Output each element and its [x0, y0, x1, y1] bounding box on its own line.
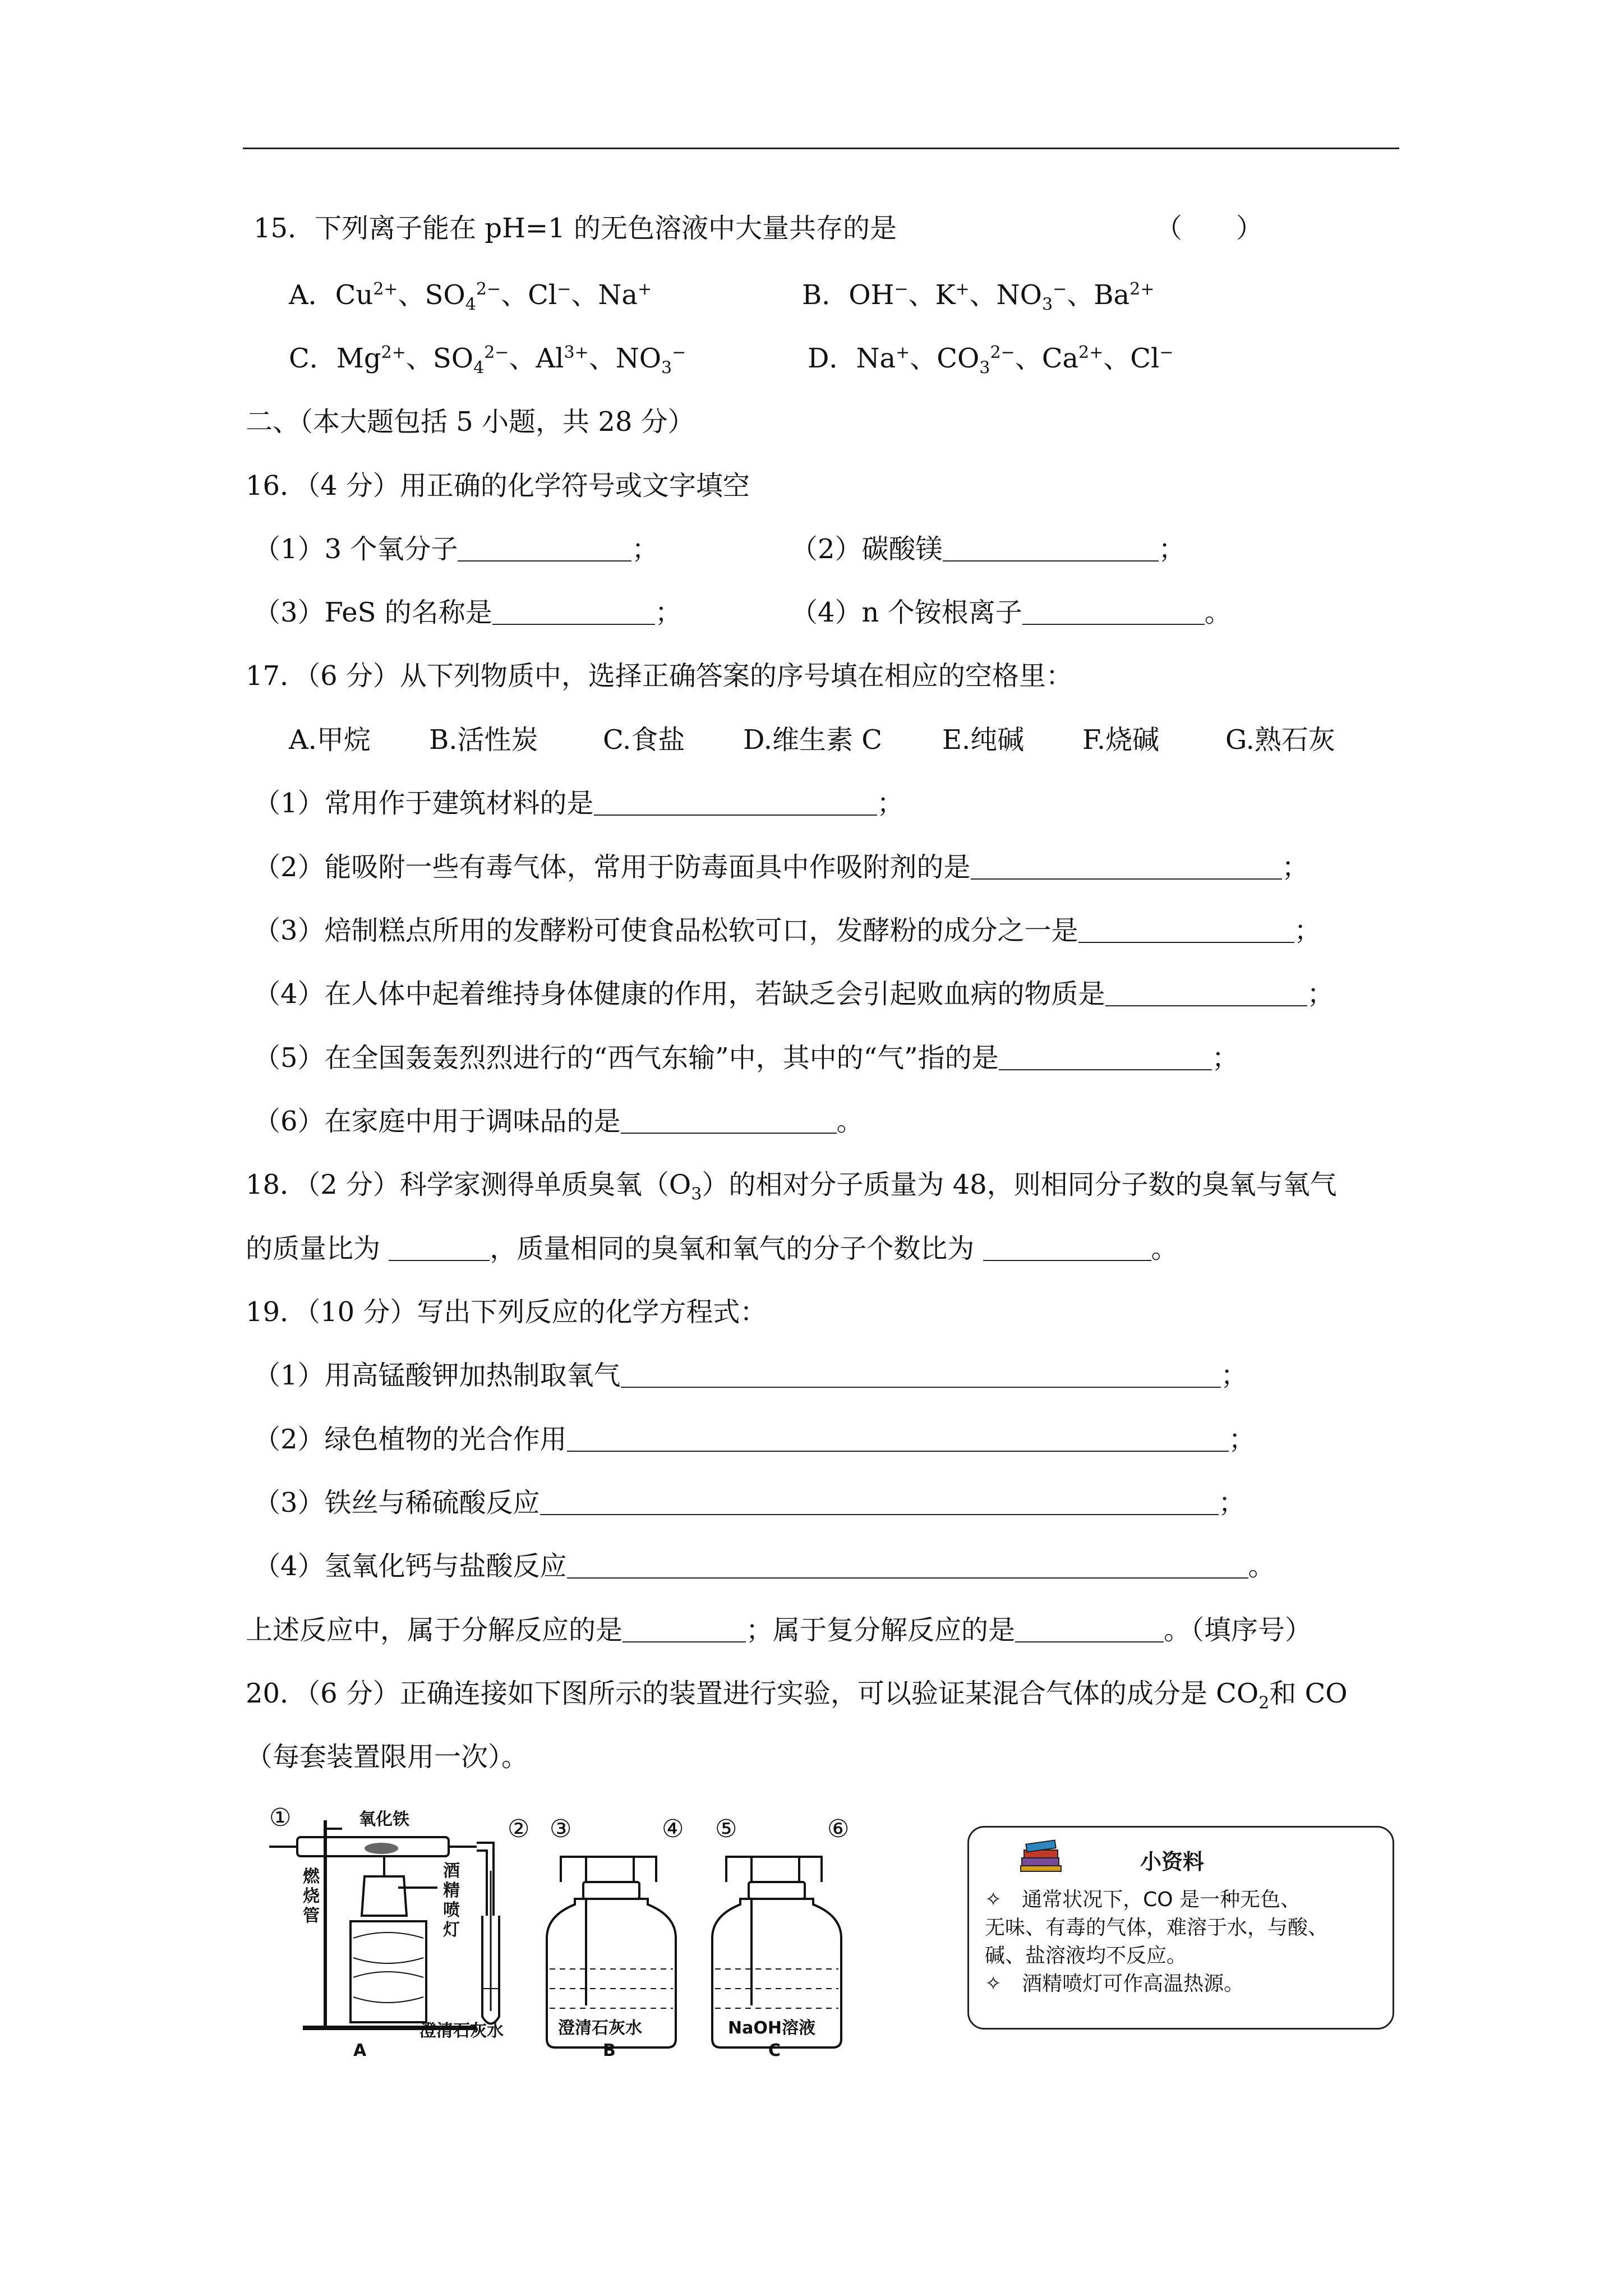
port-label: ⑤ [715, 1815, 737, 1843]
answer-blank[interactable] [567, 1553, 1248, 1579]
port-label: ② [508, 1815, 530, 1843]
answer-blank[interactable] [943, 536, 1159, 562]
q17-part-2: （2）能吸附一些有毒气体，常用于防毒面具中作吸附剂的是 ； [253, 852, 1309, 883]
bullet-icon: ✧ [985, 1888, 1002, 1911]
lamp-label-char: 灯 [443, 1920, 460, 1940]
q15-option-d: D．Na+、$CO_3^{2-}$、$Ca^{2+}$、Cl− [808, 343, 1174, 378]
info-line-3: 碱、盐溶液均不反应。 [985, 1944, 1187, 1967]
q17-part-4: （4）在人体中起着维持身体健康的作用，若缺乏会引起败血病的物质是 ； [253, 978, 1334, 1010]
answer-blank[interactable] [621, 1362, 1221, 1388]
q17-stem: 17．（6 分）从下列物质中，选择正确答案的序号填在相应的空格里： [246, 660, 1073, 692]
answer-blank[interactable] [540, 1489, 1219, 1515]
q18-line-2: 的质量比为 ，质量相同的臭氧和氧气的分子个数比为 。 [246, 1233, 1178, 1264]
port-label: ⑥ [827, 1815, 850, 1843]
limewater-b-label: 澄清石灰水 [558, 2018, 642, 2038]
books-icon [1020, 1838, 1064, 1874]
answer-blank[interactable] [1105, 981, 1307, 1006]
q17-option: F.烧碱 [1082, 724, 1160, 756]
iron-oxide-sample [365, 1843, 398, 1854]
bullet-icon: ✧ [985, 1972, 1002, 1995]
q17-part-3: （3）焙制糕点所用的发酵粉可使食品松软可口，发酵粉的成分之一是 ； [253, 915, 1321, 946]
q20-line-1: 20．（6 分）正确连接如下图所示的装置进行实验，可以验证某混合气体的成分是 $CO_2$和 CO [246, 1678, 1348, 1713]
q15-option-a: A．$Cu^{2+}$、$SO_4^{2-}$、Cl−、Na+ [289, 279, 652, 315]
q17-option: E.纯碱 [942, 724, 1025, 756]
q17-option: C.食盐 [603, 724, 685, 756]
answer-blank[interactable] [567, 1426, 1229, 1452]
q15-stem: 15．下列离子能在 pH=1 的无色溶液中大量共存的是 [253, 213, 897, 244]
port-label: ④ [662, 1815, 684, 1843]
answer-blank[interactable] [999, 1045, 1212, 1070]
q16-part-3: （3）FeS 的名称是 ； [253, 597, 682, 628]
q16-stem: 16．（4 分）用正确的化学符号或文字填空 [246, 470, 750, 501]
limewater-a-label: 澄清石灰水 [419, 2021, 504, 2041]
tube-label-char: 烧 [303, 1887, 320, 1906]
q19-part-3: （3）铁丝与稀硫酸反应 ； [253, 1487, 1246, 1519]
q17-part-6: （6）在家庭中用于调味品的是 。 [253, 1106, 864, 1137]
q17-option: A.甲烷 [289, 724, 371, 756]
answer-blank[interactable] [623, 1617, 746, 1642]
q17-option: D.维生素 C [743, 724, 883, 756]
info-line-4: ✧ 酒精喷灯可作高温热源。 [985, 1972, 1244, 1995]
port-label: ③ [550, 1815, 572, 1843]
q16-part-1: （1）3 个氧分子 ； [253, 533, 659, 565]
apparatus-letter-c: C [768, 2041, 781, 2060]
header-rule [243, 148, 1399, 149]
tube-label-char: 管 [303, 1906, 320, 1926]
q19-summary: 上述反应中，属于分解反应的是 ；属于复分解反应的是 。（填序号） [246, 1614, 1312, 1646]
q16-part-2: （2）碳酸镁 ； [791, 533, 1186, 565]
q19-part-2: （2）绿色植物的光合作用 ； [253, 1424, 1256, 1455]
answer-blank[interactable] [971, 854, 1282, 880]
q17-option: G.熟石灰 [1225, 724, 1335, 756]
apparatus-letter-b: B [603, 2041, 616, 2060]
port-label: ① [269, 1803, 292, 1832]
section-heading: 二、（本大题包括 5 小题，共 28 分） [246, 406, 695, 438]
q15-option-c: C．$Mg^{2+}$、$SO_4^{2-}$、$Al^{3+}$、$NO_3^-$ [289, 343, 686, 378]
q18-line-1: 18．（2 分）科学家测得单质臭氧$(O_3)$的相对分子质量为 48，则相同分子数的臭氧与氧气 [246, 1169, 1337, 1204]
q15-answer-paren: （ ） [1155, 213, 1264, 244]
answer-blank[interactable] [1078, 917, 1294, 943]
lamp-label-char: 酒 [443, 1861, 460, 1881]
q19-part-1: （1）用高锰酸钾加热制取氧气 ； [253, 1360, 1248, 1391]
apparatus-figure [269, 1803, 914, 2062]
q17-part-5: （5）在全国轰轰烈烈进行的“西气东输”中，其中的“气”指的是 ； [253, 1042, 1239, 1074]
answer-blank[interactable] [458, 536, 631, 562]
answer-blank[interactable] [983, 1235, 1151, 1261]
iron-oxide-label: 氧化铁 [359, 1810, 409, 1829]
q19-stem: 19．（10 分）写出下列反应的化学方程式： [246, 1296, 767, 1328]
q20-line-2: （每套装置限用一次）。 [246, 1741, 529, 1773]
info-line-1: ✧ 通常状况下，CO 是一种无色、 [985, 1888, 1301, 1911]
q17-option: B.活性炭 [429, 724, 538, 756]
tube-label-char: 燃 [303, 1867, 320, 1887]
q16-part-4: （4）n 个铵根离子 。 [791, 597, 1232, 628]
naoh-label: NaOH溶液 [728, 2018, 815, 2038]
answer-blank[interactable] [492, 599, 655, 625]
q15-option-b: B．OH−、K+、$NO_3^-$、$Ba^{2+}$ [802, 279, 1155, 315]
lamp-label-char: 喷 [443, 1901, 460, 1920]
info-line-2: 无味、有毒的气体，难溶于水，与酸、 [985, 1916, 1329, 1939]
answer-blank[interactable] [389, 1235, 490, 1261]
answer-blank[interactable] [594, 790, 877, 816]
answer-blank[interactable] [1015, 1617, 1164, 1642]
q17-part-1: （1）常用作于建筑材料的是 ； [253, 788, 904, 819]
lamp-label-char: 精 [443, 1881, 460, 1901]
apparatus-letter-a: A [353, 2041, 367, 2060]
info-box [967, 1826, 1394, 2030]
answer-blank[interactable] [621, 1108, 837, 1134]
answer-blank[interactable] [1022, 599, 1205, 625]
info-box-title: 小资料 [1140, 1849, 1205, 1874]
q19-part-4: （4）氢氧化钙与盐酸反应 。 [253, 1550, 1275, 1582]
